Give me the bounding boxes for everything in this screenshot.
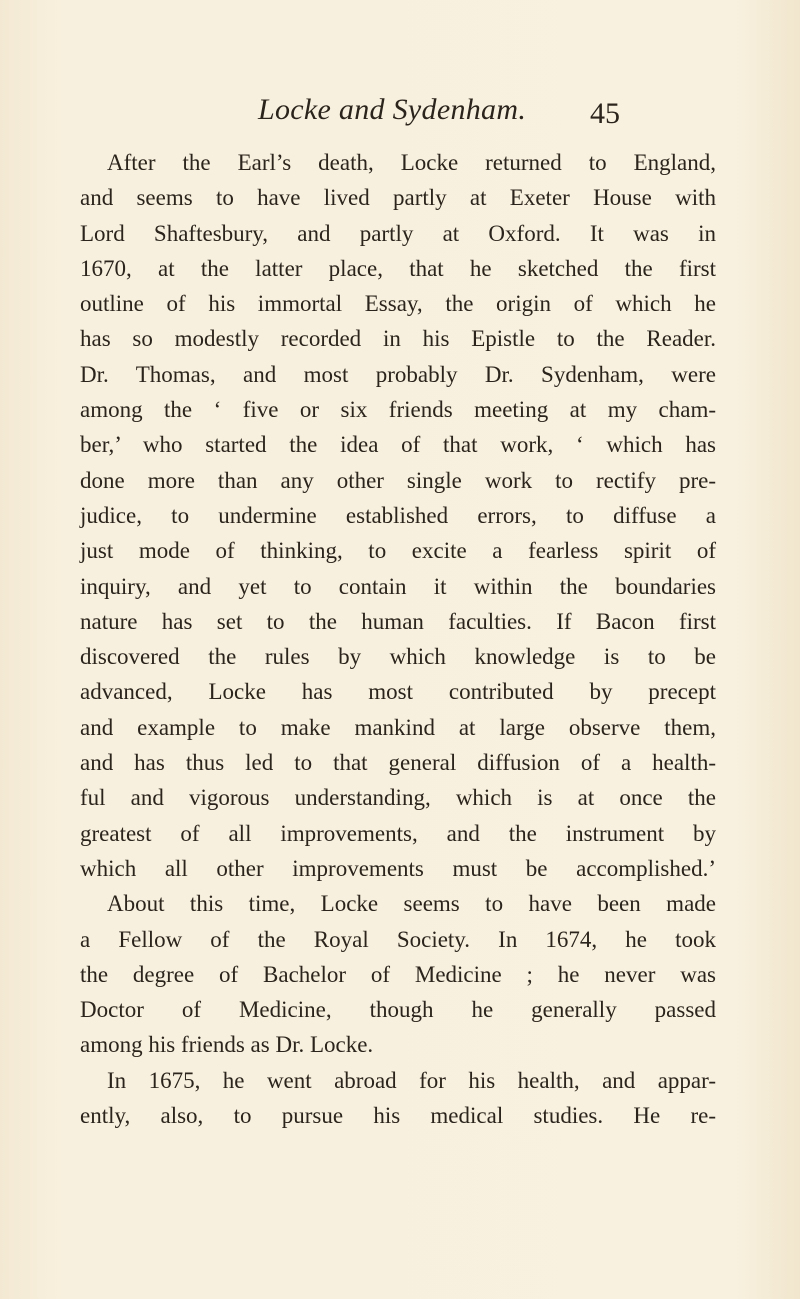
running-head (258, 93, 620, 137)
text-line: outline of his immortal Essay, the origin of which he (80, 291, 716, 317)
text-line: ful and vigorous understanding, which is at once the (80, 785, 716, 811)
text-line: 1670, at the latter place, that he sketched the first (80, 255, 716, 281)
text-line: inquiry, and yet to contain it within the boundaries (80, 573, 716, 599)
body-text (80, 145, 716, 1133)
page-number: 45 (590, 97, 620, 130)
text-line: and has thus led to that general diffusion of a health- (80, 750, 716, 776)
text-line: and example to make mankind at large observe them, (80, 714, 716, 740)
text-line: About this time, Locke seems to have been made (107, 891, 716, 917)
text-line: In 1675, he went abroad for his health, and appar- (107, 1067, 716, 1093)
text-line: has so modestly recorded in his Epistle to the Reader. (80, 326, 716, 352)
text-line: advanced, Locke has most contributed by precept (80, 679, 716, 705)
running-title: Locke and Sydenham. (258, 93, 527, 126)
text-line: Doctor of Medicine, though he generally passed (80, 997, 716, 1023)
text-line: After the Earl’s death, Locke returned to England, (107, 150, 716, 175)
text-line: ently, also, to pursue his medical studies. He re- (80, 1103, 716, 1129)
text-line: Lord Shaftesbury, and partly at Oxford. It was in (80, 220, 716, 246)
text-line: discovered the rules by which knowledge is to be (80, 644, 716, 670)
text-line: a Fellow of the Royal Society. In 1674, he took (80, 926, 716, 952)
text-line: judice, to undermine established errors, to diffuse a (80, 502, 716, 528)
text-line: the degree of Bachelor of Medicine ; he never was (80, 961, 716, 987)
text-line: just mode of thinking, to excite a fearless spirit of (80, 538, 716, 564)
text-line: nature has set to the human faculties. If Bacon first (80, 608, 716, 634)
text-line: among the ‘ five or six friends meeting at my cham- (80, 397, 716, 423)
text-line: done more than any other single work to rectify pre- (80, 467, 716, 493)
text-line: ber,’ who started the idea of that work, ‘ which has (80, 432, 716, 458)
text-line: Dr. Thomas, and most probably Dr. Sydenham, were (80, 361, 716, 387)
text-line: greatest of all improvements, and the instrument by (80, 820, 716, 846)
text-line: which all other improvements must be accomplished.’ (80, 855, 716, 881)
text-line: and seems to have lived partly at Exeter House with (80, 185, 716, 211)
text-line: among his friends as Dr. Locke. (80, 1032, 374, 1058)
